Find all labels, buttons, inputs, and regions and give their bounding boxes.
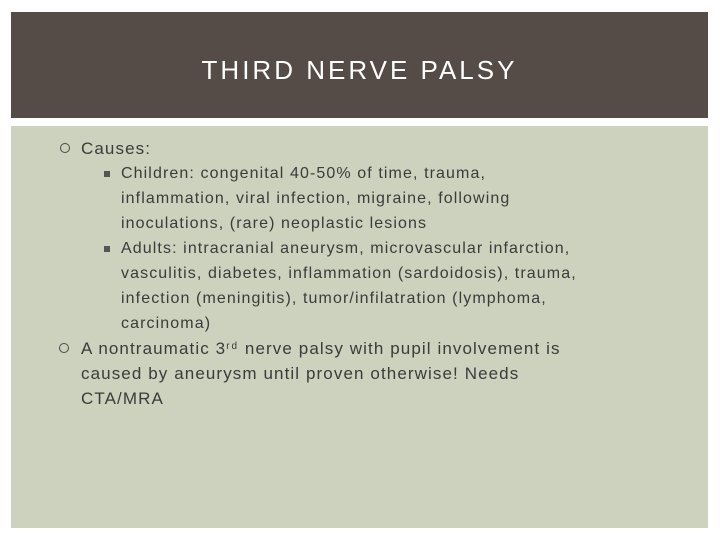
circle-bullet-icon	[59, 343, 69, 353]
bullet-adults	[101, 236, 591, 336]
conclusion-suffix: nerve palsy with pupil involvement is caused by aneurysm until proven otherwise! Needs CTA/MRA	[81, 339, 561, 408]
adults-text: Adults: intracranial aneurysm, microvascular infarction, vasculitis, diabetes, inflammation (sardoidosis), trauma, infection (meningitis), tumor/infilatration (lymphoma, carcinoma)	[121, 240, 577, 332]
square-bullet-icon	[104, 246, 110, 252]
bullet-causes	[61, 136, 688, 161]
circle-bullet-icon	[60, 143, 70, 153]
bullet-conclusion	[0, 336, 601, 411]
content-area	[11, 126, 708, 528]
square-bullet-icon	[104, 171, 110, 177]
slide-title: THIRD NERVE PALSY	[201, 54, 518, 85]
causes-sublist	[101, 161, 688, 336]
children-text: Children: congenital 40-50% of time, trauma, inflammation, viral infection, migraine, following inoculations, (rare) neoplastic lesions	[121, 165, 511, 232]
ordinal-superscript: rd	[226, 341, 240, 352]
bullet-children	[101, 161, 591, 236]
conclusion-prefix: A nontraumatic 3	[81, 339, 227, 358]
title-bar	[11, 12, 708, 118]
causes-label: Causes:	[81, 139, 152, 158]
